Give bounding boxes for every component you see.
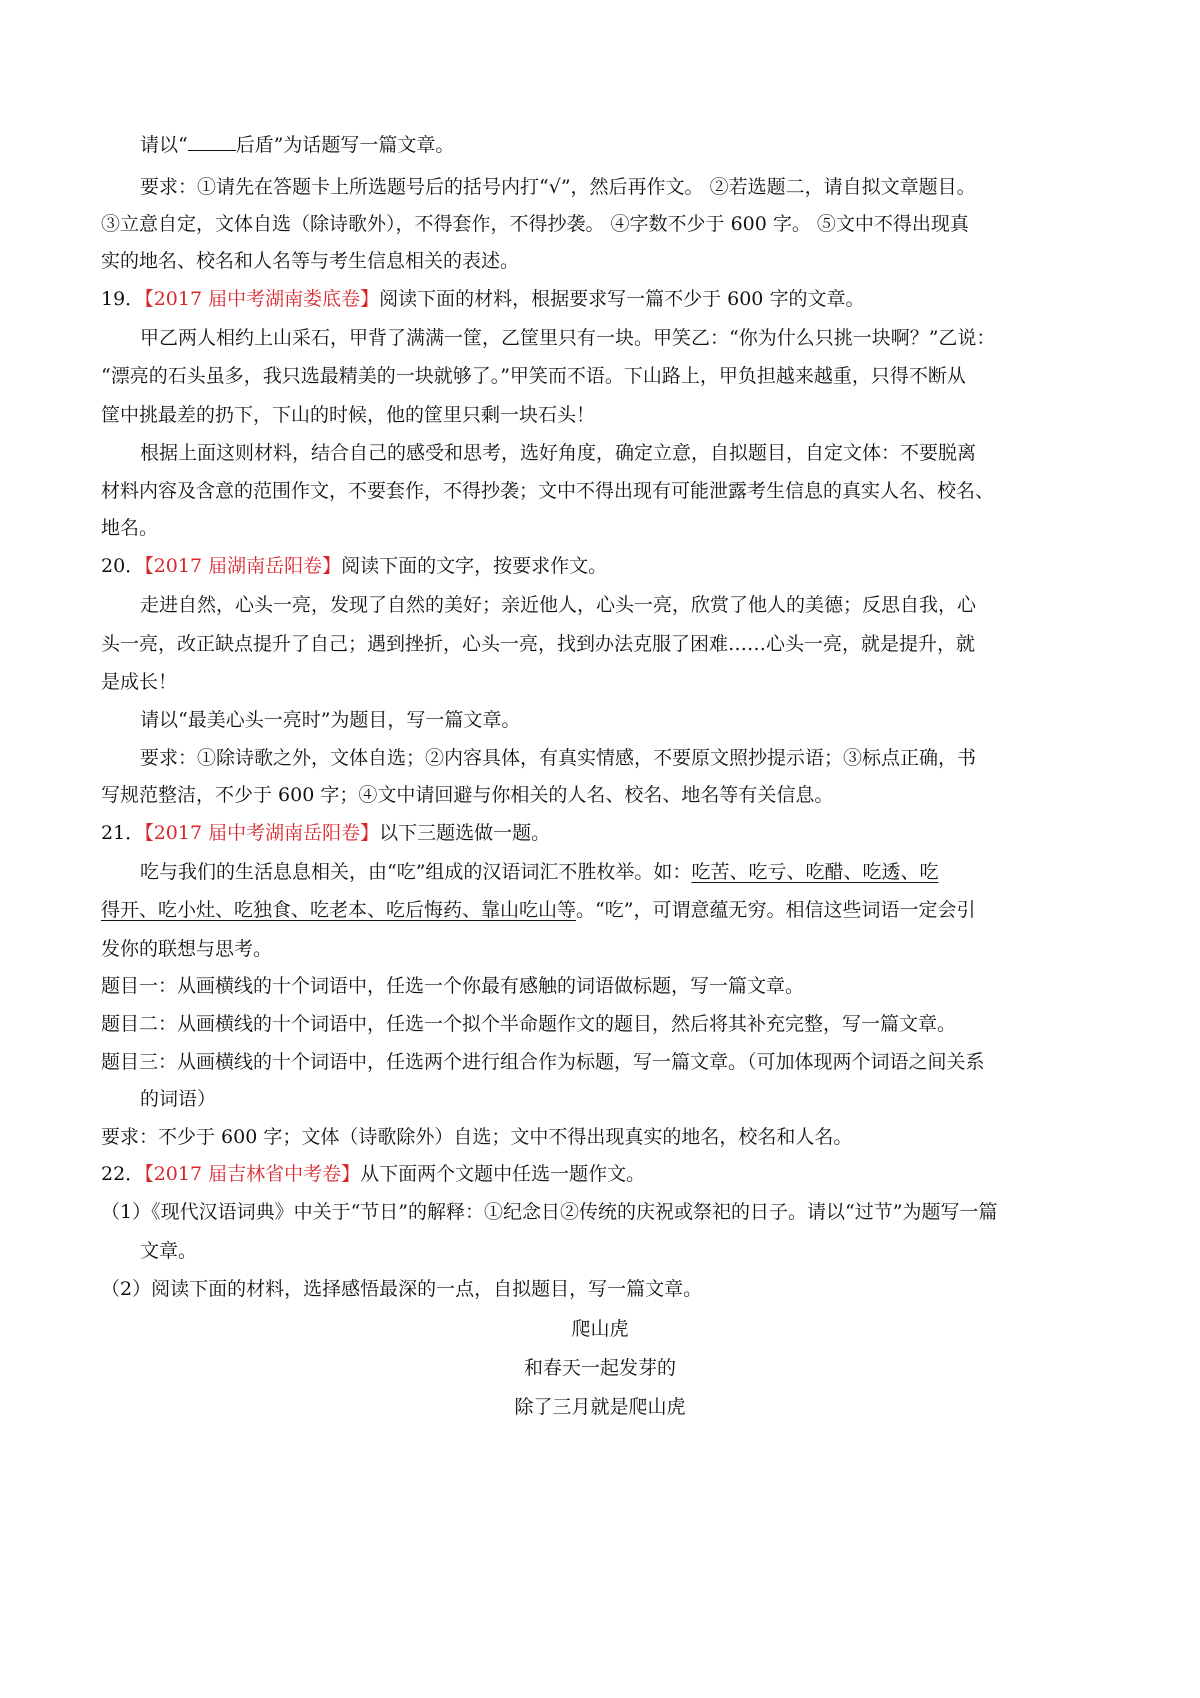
material-line: 走进自然，心头一亮，发现了自然的美好；亲近他人，心头一亮，欣赏了他人的美德；反思自我，心 [140, 594, 977, 616]
instruction-line: 地名。 [101, 517, 159, 539]
topic-option-3: 题目三：从画横线的十个词语中，任选两个进行组合作为标题，写一篇文章。（可加体现两个词语之间关系 [101, 1051, 985, 1073]
requirement-line: 写规范整洁，不少于 600 字；④文中请回避与你相关的人名、校名、地名等有关信息。 [101, 784, 834, 806]
title-instruction: 请以“最美心头一亮时”为题目，写一篇文章。 [140, 709, 521, 731]
material-line: 是成长！ [101, 671, 178, 693]
requirement-line: 要求：①除诗歌之外，文体自选；②内容具体，有真实情感，不要原文照抄提示语；③标点正确，书 [140, 747, 977, 769]
underlined-words: 得开、吃小灶、吃独食、吃老本、吃后悔药、靠山吃山等 [101, 899, 577, 921]
question-21-header: 21．【2017 届中考湖南岳阳卷】以下三题选做一题。 [101, 822, 551, 844]
underlined-words: 吃苦、吃亏、吃醋、吃透、吃 [691, 861, 939, 883]
poem-title: 爬山虎 [571, 1318, 629, 1340]
question-source: 【2017 届中考湖南娄底卷】 [144, 288, 380, 310]
option-1-cont: 文章。 [140, 1240, 198, 1262]
option-1: （1）《现代汉语词典》中关于“节日”的解释：①纪念日②传统的庆祝或祭祀的日子。请以“过节”为题写一篇 [101, 1201, 998, 1223]
material-line: 头一亮，改正缺点提升了自己；遇到挫折，心头一亮，找到办法克服了困难……心头一亮，就是提升，就 [101, 633, 976, 655]
material-line: 甲乙两人相约上山采石，甲背了满满一筐，乙筐里只有一块。甲笑乙：“你为什么只挑一块啊？”乙说： [140, 327, 996, 349]
material-line: 得开、吃小灶、吃独食、吃老本、吃后悔药、靠山吃山等。“吃”，可谓意蕴无穷。相信这些词语一定会引 [101, 899, 976, 921]
topic-option-1: 题目一：从画横线的十个词语中，任选一个你最有感触的词语做标题，写一篇文章。 [101, 975, 805, 997]
topic-line: 请以“ 后盾”为话题写一篇文章。 [140, 134, 455, 156]
option-2: （2）阅读下面的材料，选择感悟最深的一点，自拟题目，写一篇文章。 [101, 1278, 703, 1300]
question-22-header: 22．【2017 届吉林省中考卷】从下面两个文题中任选一题作文。 [101, 1163, 646, 1185]
requirement-line: 实的地名、校名和人名等与考生信息相关的表述。 [101, 250, 520, 272]
requirement-line: 要求：①请先在答题卡上所选题号后的括号内打“√”，然后再作文。 ②若选题二，请自拟文章题目。 [140, 176, 976, 198]
question-source: 【2017 届中考湖南岳阳卷】 [144, 822, 380, 844]
material-line: 吃与我们的生活息息相关，由“吃”组成的汉语词汇不胜枚举。如：吃苦、吃亏、吃醋、吃透、吃 [140, 861, 939, 883]
material-line: 筐中挑最差的扔下，下山的时候，他的筐里只剩一块石头！ [101, 404, 596, 426]
question-20-header: 20．【2017 届湖南岳阳卷】阅读下面的文字，按要求作文。 [101, 555, 608, 577]
topic-option-3-cont: 的词语） [140, 1088, 217, 1110]
material-line: 发你的联想与思考。 [101, 938, 273, 960]
instruction-line: 材料内容及含意的范围作文，不要套作，不得抄袭；文中不得出现有可能泄露考生信息的真实人名、校名、 [101, 480, 995, 502]
poem-line: 和春天一起发芽的 [523, 1357, 676, 1379]
material-line: “漂亮的石头虽多，我只选最精美的一块就够了。”甲笑而不语。下山路上，甲负担越来越重，只得不断从 [101, 365, 966, 387]
question-source: 【2017 届吉林省中考卷】 [144, 1163, 361, 1185]
question-19-header: 19．【2017 届中考湖南娄底卷】阅读下面的材料，根据要求写一篇不少于 600 字的文章。 [101, 288, 865, 310]
instruction-line: 根据上面这则材料，结合自己的感受和思考，选好角度，确定立意，自拟题目，自定文体：不要脱离 [140, 442, 977, 464]
requirement-line: ③立意自定，文体自选（除诗歌外），不得套作，不得抄袭。 ④字数不少于 600 字。 ⑤文中不得出现真 [101, 213, 969, 235]
requirement-line: 要求：不少于 600 字；文体（诗歌除外）自选；文中不得出现真实的地名，校名和人名。 [101, 1126, 853, 1148]
poem-line: 除了三月就是爬山虎 [514, 1396, 686, 1418]
fill-blank [188, 132, 236, 151]
topic-option-2: 题目二：从画横线的十个词语中，任选一个拟个半命题作文的题目，然后将其补充完整，写一篇文章。 [101, 1013, 957, 1035]
question-source: 【2017 届湖南岳阳卷】 [144, 555, 342, 577]
